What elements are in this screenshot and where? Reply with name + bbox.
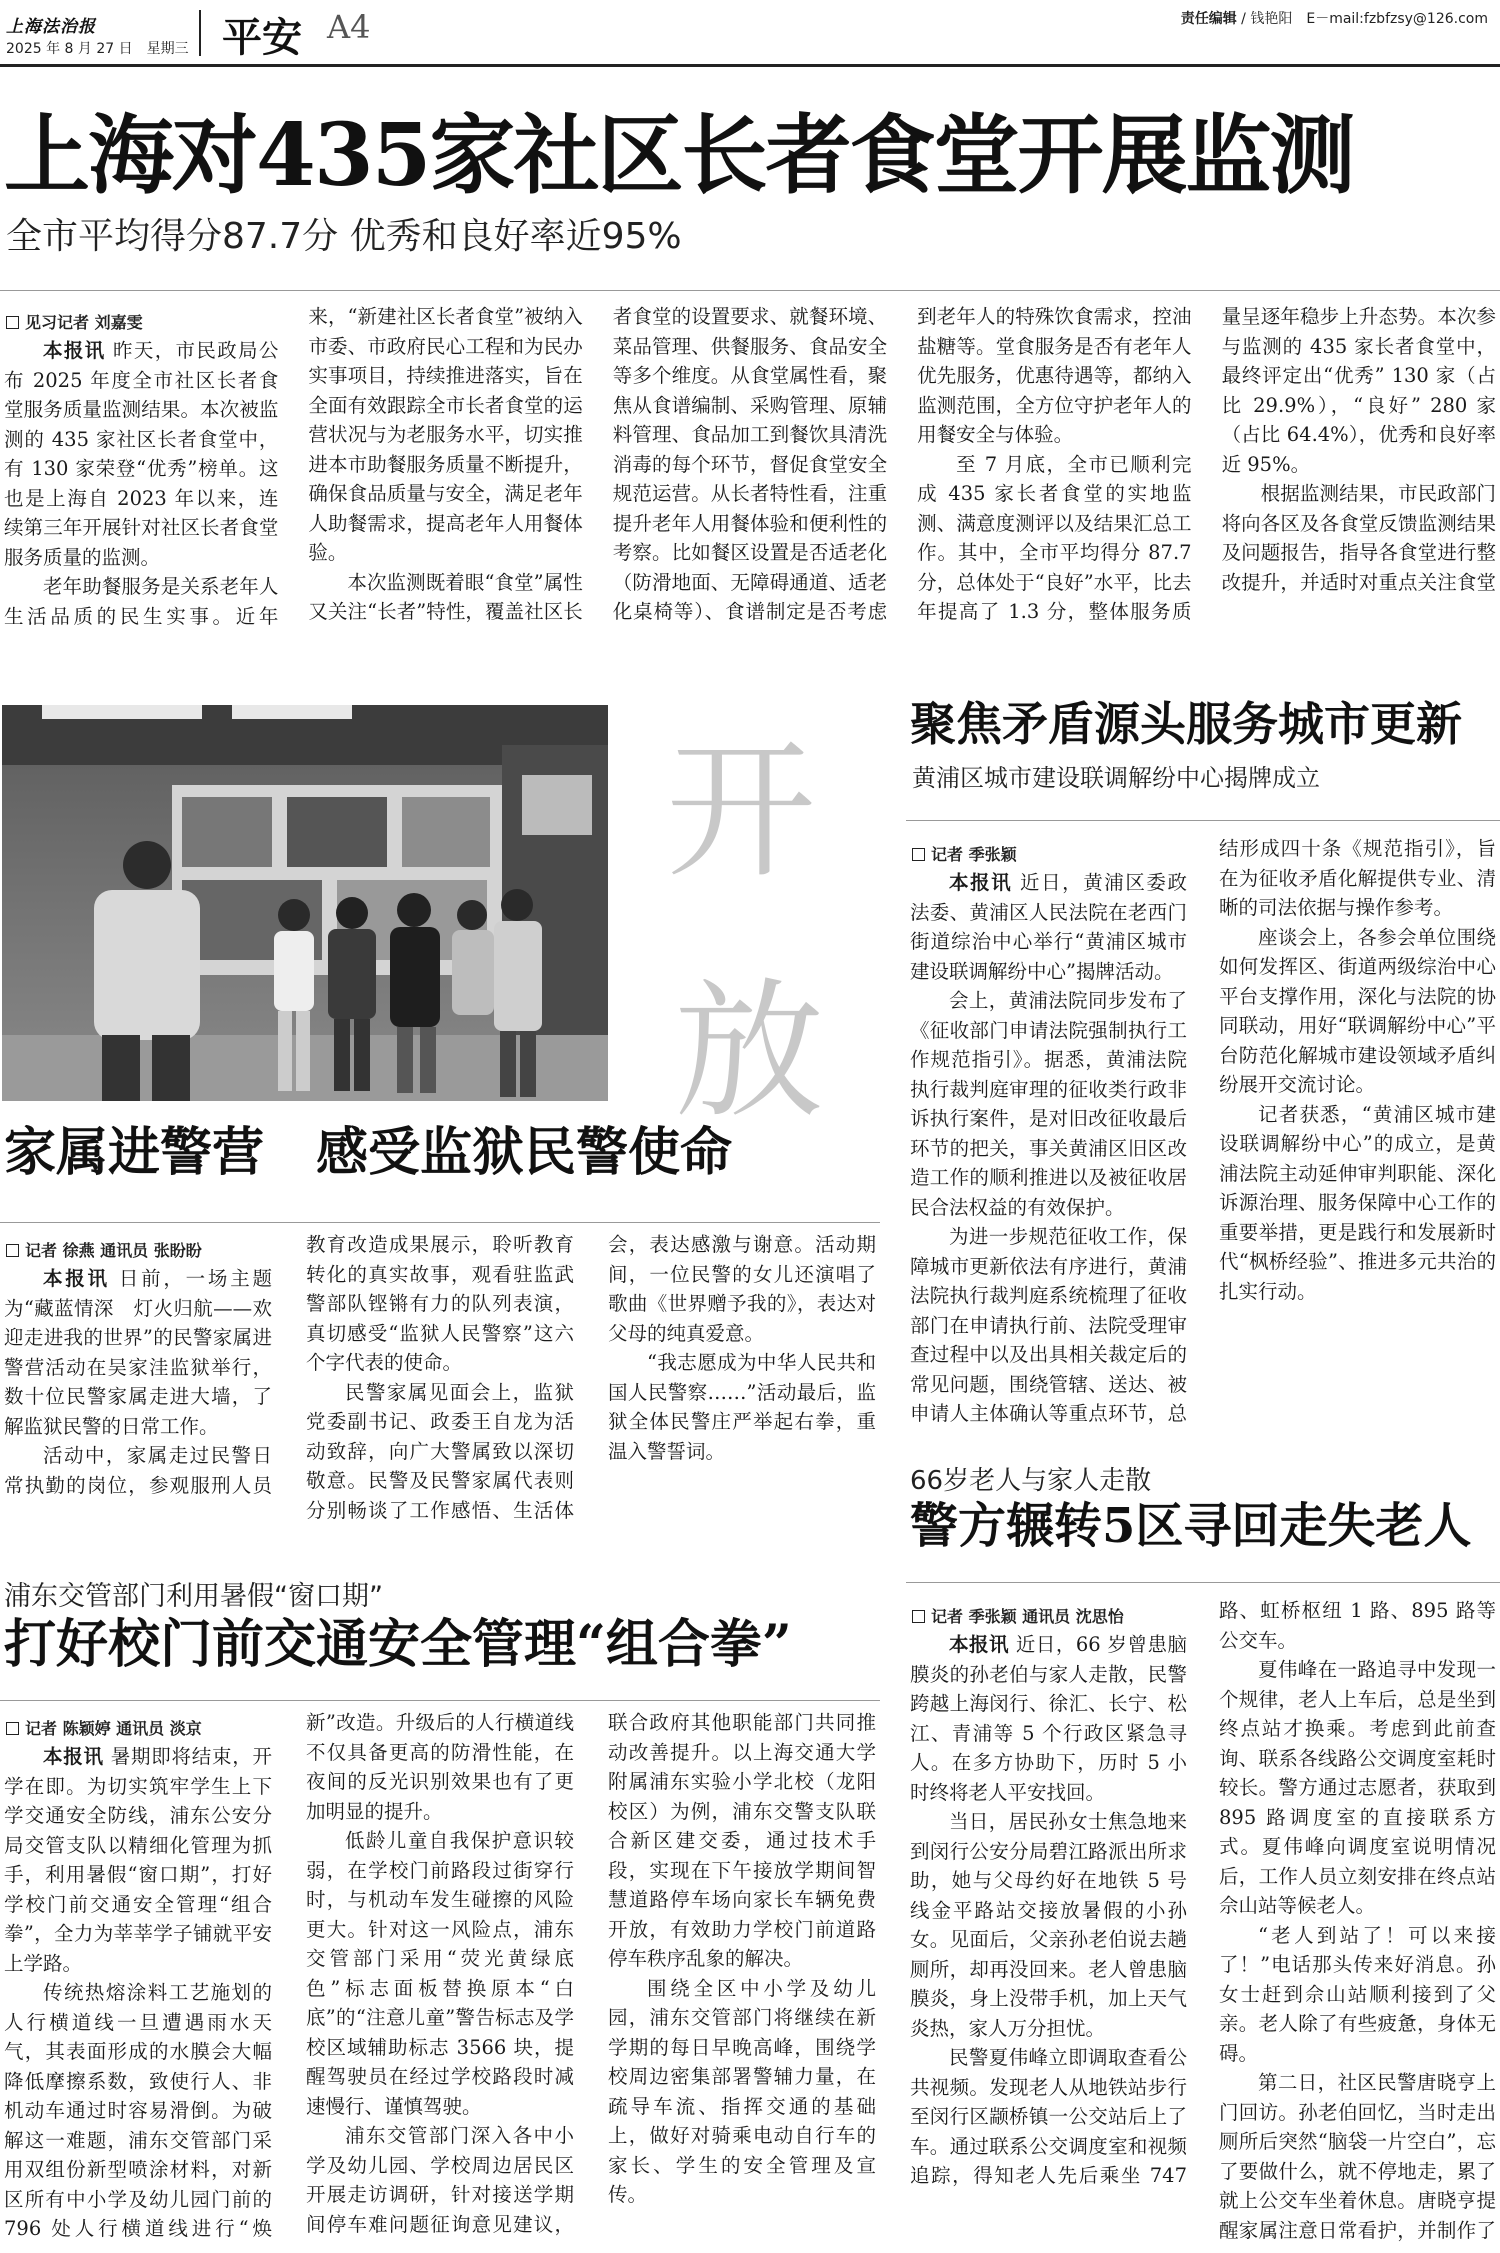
- school-article-body: [4, 1708, 876, 2248]
- elder-article-body: [910, 1596, 1496, 2248]
- elder-headline: 警方辗转5区寻回走失老人: [910, 1498, 1472, 1554]
- main-headline: 上海对435家社区长者食堂开展监测: [4, 105, 1354, 206]
- court-paragraph-1: 本报讯 近日，黄浦区委政法委、黄浦区人民法院在老西门街道综治中心举行“黄浦区城市建设联调解纷中心”揭牌活动。: [910, 871, 1187, 983]
- court-paragraph-2: 会上，黄浦法院同步发布了《征收部门申请法院强制执行工作规范指引》。据悉，黄浦法院执行裁判庭审理的征收类行政非诉执行案件，是对旧改征收最后环节的把关，事关黄浦区旧区改造工作的顺利推进以及被征收居民合法权益的有效保护。: [910, 989, 1187, 1219]
- family-article-body: [4, 1230, 876, 1526]
- court-paragraph-4: 座谈会上，各参会单位围绕如何发挥区、街道两级综治中心平台支撑作用，深化与法院的协同联动，用好“联调解纷中心”平台防范化解城市建设领域矛盾纠纷展开交流讨论。: [1219, 925, 1496, 1096]
- court-paragraph-3: 为进一步规范征收工作，保障城市更新依法有序进行，黄浦法院执行裁判庭系统梳理了征收部门在申请执行前、法院受理审查过程中以及出具相关裁定后的常见问题，围绕管辖、送达、被申请人主体确认等重点环节，总结形成四十条《规范指引》，旨在为征收矛盾化解提供专业、清晰的司法依据与操作参考。: [910, 837, 1496, 1425]
- school-paragraph-2: 传统热熔涂料工艺施划的人行横道线一旦遭遇雨水天气，其表面形成的水膜会大幅降低摩擦系数，致使行人、非机动车通过时容易滑倒。为破解这一难题，浦东交管部门采用双组份新型喷涂材料，对新区所有中小学及幼儿园门前的 796 处人行横道线进行“焕新”改造。升级后的人行横道线不仅具备更高的防滑性能，在夜间的反光识别效果也有了更加明显的提升。: [4, 1711, 574, 2240]
- family-top-rule: [0, 1222, 880, 1223]
- school-paragraph-3: 低龄儿童自我保护意识较弱，在学校门前路段过街穿行时，与机动车发生碰擦的风险更大。针对这一风险点，浦东交管部门采用“荧光黄绿底色”标志面板替换原本“白底”的“注意儿童”警告标志及学校区域辅助标志 3566 块，提醒驾驶员在经过学校路段时减速慢行、谨慎驾驶。: [306, 1829, 574, 2118]
- family-headline: 家属进警营 感受监狱民警使命: [4, 1122, 733, 1183]
- watermark-char-1: 开: [666, 725, 817, 899]
- header-divider: [199, 10, 201, 56]
- header-rule: [0, 64, 1500, 67]
- issue-date: 2025 年 8 月 27 日 星期三: [6, 41, 189, 57]
- main-paragraph-5: 根据监测结果，市民政部门将向各区及各食堂反馈监测结果及问题报告，指导各食堂进行整改提升，并适时对重点关注食堂: [1221, 482, 1496, 594]
- elder-paragraph-3: 民警夏伟峰立即调取查看公共视频。发现老人从地铁站步行至闵行区颛桥镇一公交站后上了车。通过联系公交调度室和视频追踪，得知老人先后乘坐 747 路、虹桥枢纽 1 路、895 路等公交车。: [910, 1599, 1496, 2187]
- school-top-rule: [0, 1700, 880, 1701]
- school-paragraph-4: 浦东交管部门深入各中小学及幼儿园、学校周边居民区开展走访调研，针对接送学期间停车难问题征询意见建议，联合政府其他职能部门共同推动改善提升。以上海交通大学附属浦东实验小学北校（龙阳校区）为例，浦东交警支队联合新区建交委，通过技术手段，实现在下午接放学期间智慧道路停车场向家长车辆免费开放，有效助力学校门前道路停车秩序乱象的解决。: [306, 1711, 876, 2236]
- main-paragraph-2: 老年助餐服务是关系老年人生活品质的民生实事。近年来，“新建社区长者食堂”被纳入市委、市政府民心工程和为民办实事项目，持续推进落实，旨在全面有效跟踪全市长者食堂的运营状况与为老服务水平，切实推进本市助餐服务质量不断提升，确保食品质量与安全，满足老年人助餐需求，提高老年人用餐体验。: [4, 305, 583, 628]
- court-top-rule: [906, 820, 1500, 821]
- school-paragraph-1: 本报讯 暑期即将结束，开学在即。为切实筑牢学生上下学交通安全防线，浦东公安分局交管支队以精细化管理为抓手，利用暑假“窗口期”，打好学校门前交通安全管理“组合拳”，全力为莘莘学子铺就平安上学路。: [4, 1745, 272, 1975]
- main-byline: 见习记者 刘嘉雯: [6, 310, 143, 333]
- editor-info: 责任编辑 / 钱艳阳 E－mail:fzbfzsy@126.com: [1180, 11, 1488, 27]
- family-paragraph-2: 活动中，家属走过民警日常执勤的岗位，参观服刑人员教育改造成果展示，聆听教育转化的真实故事，观看驻监武警部队铿锵有力的队列表演，真切感受“监狱人民警察”这六个字代表的使命。: [4, 1233, 574, 1497]
- masthead-logo: 上海法治报: [6, 17, 96, 37]
- elder-kicker: 66岁老人与家人走散: [910, 1466, 1152, 1496]
- editor-email: E－mail:fzbfzsy@126.com: [1306, 11, 1488, 27]
- photo-illustration: [2, 705, 608, 1101]
- elder-top-rule: [906, 1582, 1500, 1583]
- main-paragraph-4: 至 7 月底，全市已顺利完成 435 家长者食堂的实地监测、满意度测评以及结果汇总工作。其中，全市平均得分 87.7 分，总体处于“良好”水平，比去年提高了 1.3 分，整体服务质量呈逐年稳步上升态势。本次参与监测的 435 家长者食堂中，最终评定出“优秀” 130 家（占比 29.9%），“良好” 280 家（占比 64.4%），优秀和良好率近 95%。: [917, 305, 1496, 623]
- elder-paragraph-6: 第二日，社区民警唐晓亨上门回访。孙老伯回忆，当时走出厕所后突然“脑袋一片空白”，忘了要做什么，就不停地走，累了就上公交车坐着休息。唐晓亨提醒家属注意日常看护，并制作了: [1219, 2071, 1496, 2242]
- court-subheadline: 黄浦区城市建设联调解纷中心揭牌成立: [912, 764, 1320, 792]
- page-number: A4: [327, 8, 371, 46]
- court-article-body: [910, 834, 1496, 1434]
- watermark-char-2: 放: [674, 965, 825, 1139]
- main-paragraph-3: 本次监测既着眼“食堂”属性又关注“长者”特性，覆盖社区长者食堂的设置要求、就餐环境、菜品管理、供餐服务、食品安全等多个维度。从食堂属性看，聚焦从食谱编制、采购管理、原辅料管理、食品加工到餐饮具清洗消毒的每个环节，督促食堂安全规范运营。从长者特性看，注重提升老年人用餐体验和便利性的考察。比如餐区设置是否适老化（防滑地面、无障碍通道、适老化桌椅等）、食谱制定是否考虑到老年人的特殊饮食需求，控油盐糖等。堂食服务是否有老年人优先服务，优惠待遇等，都纳入监测范围，全方位守护老年人的用餐安全与体验。: [308, 305, 1192, 623]
- news-photo-prison-visit: [2, 705, 608, 1101]
- elder-paragraph-4: 夏伟峰在一路追寻中发现一个规律，老人上车后，总是坐到终点站才换乘。考虑到此前查询、联系各线路公交调度室耗时较长。警方通过志愿者，获取到 895 路调度室的直接联系方式。夏伟峰向调度室说明情况后，工作人员立刻安排在终点站佘山站等候老人。: [1219, 1658, 1496, 1917]
- court-paragraph-5: 记者获悉，“黄浦区城市建设联调解纷中心”的成立，是黄浦法院主动延伸审判职能、深化诉源治理、服务保障中心工作的重要举措，更是践行和发展新时代“枫桥经验”、推进多元共治的扎实行动。: [1219, 1102, 1496, 1303]
- editor-name: 钱艳阳: [1250, 11, 1293, 27]
- editor-label: 责任编辑: [1180, 11, 1237, 27]
- school-byline: 记者 陈颖婷 通讯员 淡京: [6, 1716, 202, 1739]
- main-top-rule: [0, 290, 1500, 291]
- section-name: 平安: [222, 15, 302, 61]
- elder-byline: 记者 季张颖 通讯员 沈思怡: [912, 1604, 1124, 1627]
- elder-paragraph-2: 当日，居民孙女士焦急地来到闵行公安分局碧江路派出所求助，她与父母约好在地铁 5 号线金平路站交接放暑假的小孙女。见面后，父亲孙老伯说去趟厕所，却再没回来。老人曾患脑膜炎，身上没带手机，加上天气炎热，家人万分担忧。: [910, 1810, 1187, 2040]
- main-subheadline: 全市平均得分87.7分 优秀和良好率近95%: [6, 216, 682, 257]
- school-kicker: 浦东交管部门利用暑假“窗口期”: [4, 1581, 383, 1612]
- main-article-body: [4, 302, 1496, 650]
- family-paragraph-4: “我志愿成为中华人民共和国人民警察……”活动最后，监狱全体民警庄严举起右拳，重温入警誓词。: [608, 1351, 876, 1463]
- court-byline: 记者 季张颖: [912, 842, 1017, 865]
- family-byline: 记者 徐燕 通讯员 张盼盼: [6, 1238, 202, 1261]
- elder-paragraph-5: “老人到站了！可以来接了！”电话那头传来好消息。孙女士赶到佘山站顺利接到了父亲。老人除了有些疲惫，身体无碍。: [1219, 1923, 1496, 2065]
- family-paragraph-3: 民警家属见面会上，监狱党委副书记、政委王自龙为活动致辞，向广大警属致以深切敬意。民警及民警家属代表则分别畅谈了工作感悟、生活体会，表达感激与谢意。活动期间，一位民警的女儿还演唱了歌曲《世界赠予我的》，表达对父母的纯真爱意。: [306, 1233, 876, 1522]
- court-headline: 聚焦矛盾源头服务城市更新: [910, 697, 1462, 751]
- main-paragraph-1: 本报讯 昨天，市民政局公布 2025 年度全市社区长者食堂服务质量监测结果。本次被监测的 435 家社区长者食堂中，有 130 家荣登“优秀”榜单。这也是上海自 2023 年以来，连续第三年开展针对社区长者食堂服务质量的监测。: [4, 339, 279, 569]
- elder-paragraph-1: 本报讯 近日，66 岁曾患脑膜炎的孙老伯与家人走散，民警跨越上海闵行、徐汇、长宁、松江、青浦等 5 个行政区紧急寻人。在多方协助下，历时 5 小时终将老人平安找回。: [910, 1633, 1187, 1804]
- school-headline: 打好校门前交通安全管理“组合拳”: [4, 1614, 792, 1675]
- school-paragraph-5: 围绕全区中小学及幼儿园，浦东交管部门将继续在新学期的每日早晚高峰，围绕学校周边密集部署警辅力量，在疏导车流、指挥交通的基础上，做好对骑乘电动自行车的家长、学生的安全管理及宣传。: [608, 1976, 876, 2206]
- family-paragraph-1: 本报讯 日前，一场主题为“藏蓝情深 灯火归航——欢迎走进我的世界”的民警家属进警营活动在吴家洼监狱举行，数十位民警家属走进大墙，了解监狱民警的日常工作。: [4, 1267, 272, 1438]
